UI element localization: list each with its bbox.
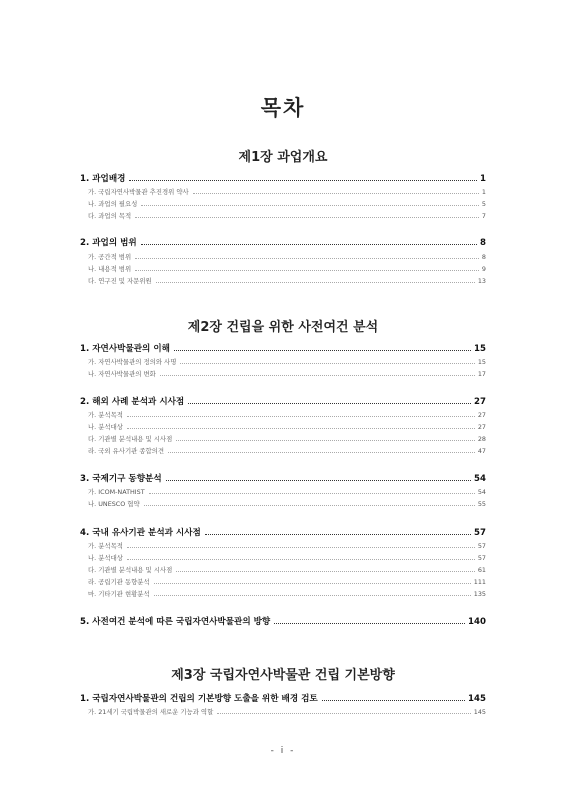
page-number: 135 <box>473 590 486 598</box>
subsection-label: 나. 과업의 필요성 <box>88 200 138 208</box>
page-number: 27 <box>474 397 486 407</box>
page-number: 28 <box>477 435 486 443</box>
toc-subsection[interactable] <box>80 410 486 419</box>
dot-leader <box>188 403 471 404</box>
toc-subsection[interactable] <box>80 422 486 431</box>
subsection-label: 나. 분석대상 <box>88 554 123 562</box>
toc-section[interactable] <box>80 615 486 627</box>
dot-leader <box>205 534 471 535</box>
toc-subsection[interactable] <box>80 252 486 261</box>
toc-section[interactable] <box>80 395 486 407</box>
toc-subsection[interactable] <box>80 577 486 586</box>
page-number: 27 <box>477 423 486 431</box>
subsection-label: 나. 자연사박물관의 변화 <box>88 370 156 378</box>
toc-subsection[interactable] <box>80 541 486 550</box>
dot-leader <box>217 713 471 714</box>
subsection-label: 다. 기관별 분석내용 및 시사점 <box>88 435 173 443</box>
toc-section[interactable] <box>80 172 486 184</box>
page-number: 9 <box>481 265 486 273</box>
page-number: 61 <box>477 566 486 574</box>
page-title: 목차 <box>260 96 306 120</box>
section-label: 1. 국립자연사박물관의 건립의 기본방향 도출을 위한 배경 검토 <box>80 694 318 704</box>
chapter-title: 제2장 건립을 위한 사전여건 분석 <box>187 320 379 335</box>
page-number: 8 <box>480 238 486 248</box>
subsection-label: 가. ICOM-NATHIST <box>88 488 145 496</box>
section-label: 2. 해외 사례 분석과 시사점 <box>80 397 185 407</box>
subsection-label: 가. 21세기 국립박물관의 새로운 기능과 역할 <box>88 708 214 716</box>
toc-subsection[interactable] <box>80 276 486 285</box>
toc-subsection[interactable] <box>80 199 486 208</box>
dot-leader <box>127 416 475 417</box>
dot-leader <box>176 571 475 572</box>
dot-leader <box>180 363 474 364</box>
toc-subsection[interactable] <box>80 357 486 366</box>
page-number: 54 <box>474 474 486 484</box>
page-number: 17 <box>477 370 486 378</box>
page-number: 27 <box>477 411 486 419</box>
toc-section[interactable] <box>80 692 486 704</box>
subsection-label: 다. 과업의 목적 <box>88 212 132 220</box>
page-number: 145 <box>468 694 486 704</box>
page-number: 55 <box>477 500 486 508</box>
subsection-label: 다. 연구진 및 자문위원 <box>88 277 152 285</box>
dot-leader <box>168 452 475 453</box>
page-number: 57 <box>477 554 486 562</box>
dot-leader <box>154 595 471 596</box>
subsection-label: 가. 자연사박물관의 정의와 사명 <box>88 358 177 366</box>
section-label: 5. 사전여건 분석에 따른 국립자연사박물관의 방향 <box>80 617 271 627</box>
dot-leader <box>274 623 465 624</box>
toc-subsection[interactable] <box>80 565 486 574</box>
chapter-title: 제3장 국립자연사박물관 건립 기본방향 <box>171 668 395 683</box>
dot-leader <box>176 440 475 441</box>
dot-leader <box>127 547 475 548</box>
page-number: 140 <box>468 617 486 627</box>
page-number: 47 <box>477 447 486 455</box>
toc-subsection[interactable] <box>80 446 486 455</box>
dot-leader <box>322 700 465 701</box>
subsection-label: 가. 분석목적 <box>88 411 123 419</box>
toc-section[interactable] <box>80 236 486 248</box>
subsection-label: 라. 공립기관 동향분석 <box>88 578 150 586</box>
toc-section[interactable] <box>80 342 486 354</box>
dot-leader <box>141 205 479 206</box>
toc-subsection[interactable] <box>80 434 486 443</box>
dot-leader <box>135 270 479 271</box>
page-number: 7 <box>481 212 486 220</box>
toc-subsection[interactable] <box>80 499 486 508</box>
subsection-label: 나. 내용적 범위 <box>88 265 132 273</box>
page-number: 57 <box>477 542 486 550</box>
page-number: 111 <box>473 578 486 586</box>
dot-leader <box>127 559 475 560</box>
page-number: 145 <box>473 708 486 716</box>
page-number: 13 <box>477 277 486 285</box>
toc-subsection[interactable] <box>80 553 486 562</box>
toc-subsection[interactable] <box>80 589 486 598</box>
toc-subsection[interactable] <box>80 187 486 196</box>
dot-leader <box>160 375 475 376</box>
page-number: 8 <box>481 253 486 261</box>
subsection-label: 나. 분석대상 <box>88 423 123 431</box>
toc-subsection[interactable] <box>80 707 486 716</box>
subsection-label: 마. 기타기관 현황분석 <box>88 590 150 598</box>
section-label: 3. 국제기구 동향분석 <box>80 474 162 484</box>
page-footer: - i - <box>270 746 296 756</box>
page-number: 1 <box>480 174 486 184</box>
dot-leader <box>156 282 475 283</box>
subsection-label: 다. 기관별 분석내용 및 시사점 <box>88 566 173 574</box>
dot-leader <box>149 493 475 494</box>
page-number: 15 <box>474 344 486 354</box>
subsection-label: 가. 국립자연사박물관 추진경위 약사 <box>88 188 189 196</box>
section-label: 2. 과업의 범위 <box>80 238 137 248</box>
subsection-label: 나. UNESCO 협약 <box>88 500 140 508</box>
page-number: 1 <box>481 188 486 196</box>
section-label: 1. 자연사박물관의 이해 <box>80 344 170 354</box>
page-number: 57 <box>474 528 486 538</box>
dot-leader <box>141 244 477 245</box>
toc-subsection[interactable] <box>80 264 486 273</box>
subsection-label: 가. 분석목적 <box>88 542 123 550</box>
page-number: 54 <box>477 488 486 496</box>
subsection-label: 라. 국외 유사기관 종합의견 <box>88 447 165 455</box>
dot-leader <box>174 350 471 351</box>
toc-section[interactable] <box>80 526 486 538</box>
dot-leader <box>144 505 475 506</box>
section-label: 1. 과업배경 <box>80 174 126 184</box>
toc-subsection[interactable] <box>80 369 486 378</box>
toc-subsection[interactable] <box>80 211 486 220</box>
toc-subsection[interactable] <box>80 487 486 496</box>
section-label: 4. 국내 유사기관 분석과 시사점 <box>80 528 201 538</box>
page-number: 5 <box>481 200 486 208</box>
page-number: 15 <box>477 358 486 366</box>
dot-leader <box>127 428 475 429</box>
dot-leader <box>135 217 479 218</box>
dot-leader <box>154 583 471 584</box>
chapter-title: 제1장 과업개요 <box>238 150 328 165</box>
subsection-label: 가. 공간적 범위 <box>88 253 132 261</box>
toc-section[interactable] <box>80 472 486 484</box>
dot-leader <box>129 180 477 181</box>
dot-leader <box>166 480 471 481</box>
dot-leader <box>193 193 479 194</box>
dot-leader <box>135 258 479 259</box>
